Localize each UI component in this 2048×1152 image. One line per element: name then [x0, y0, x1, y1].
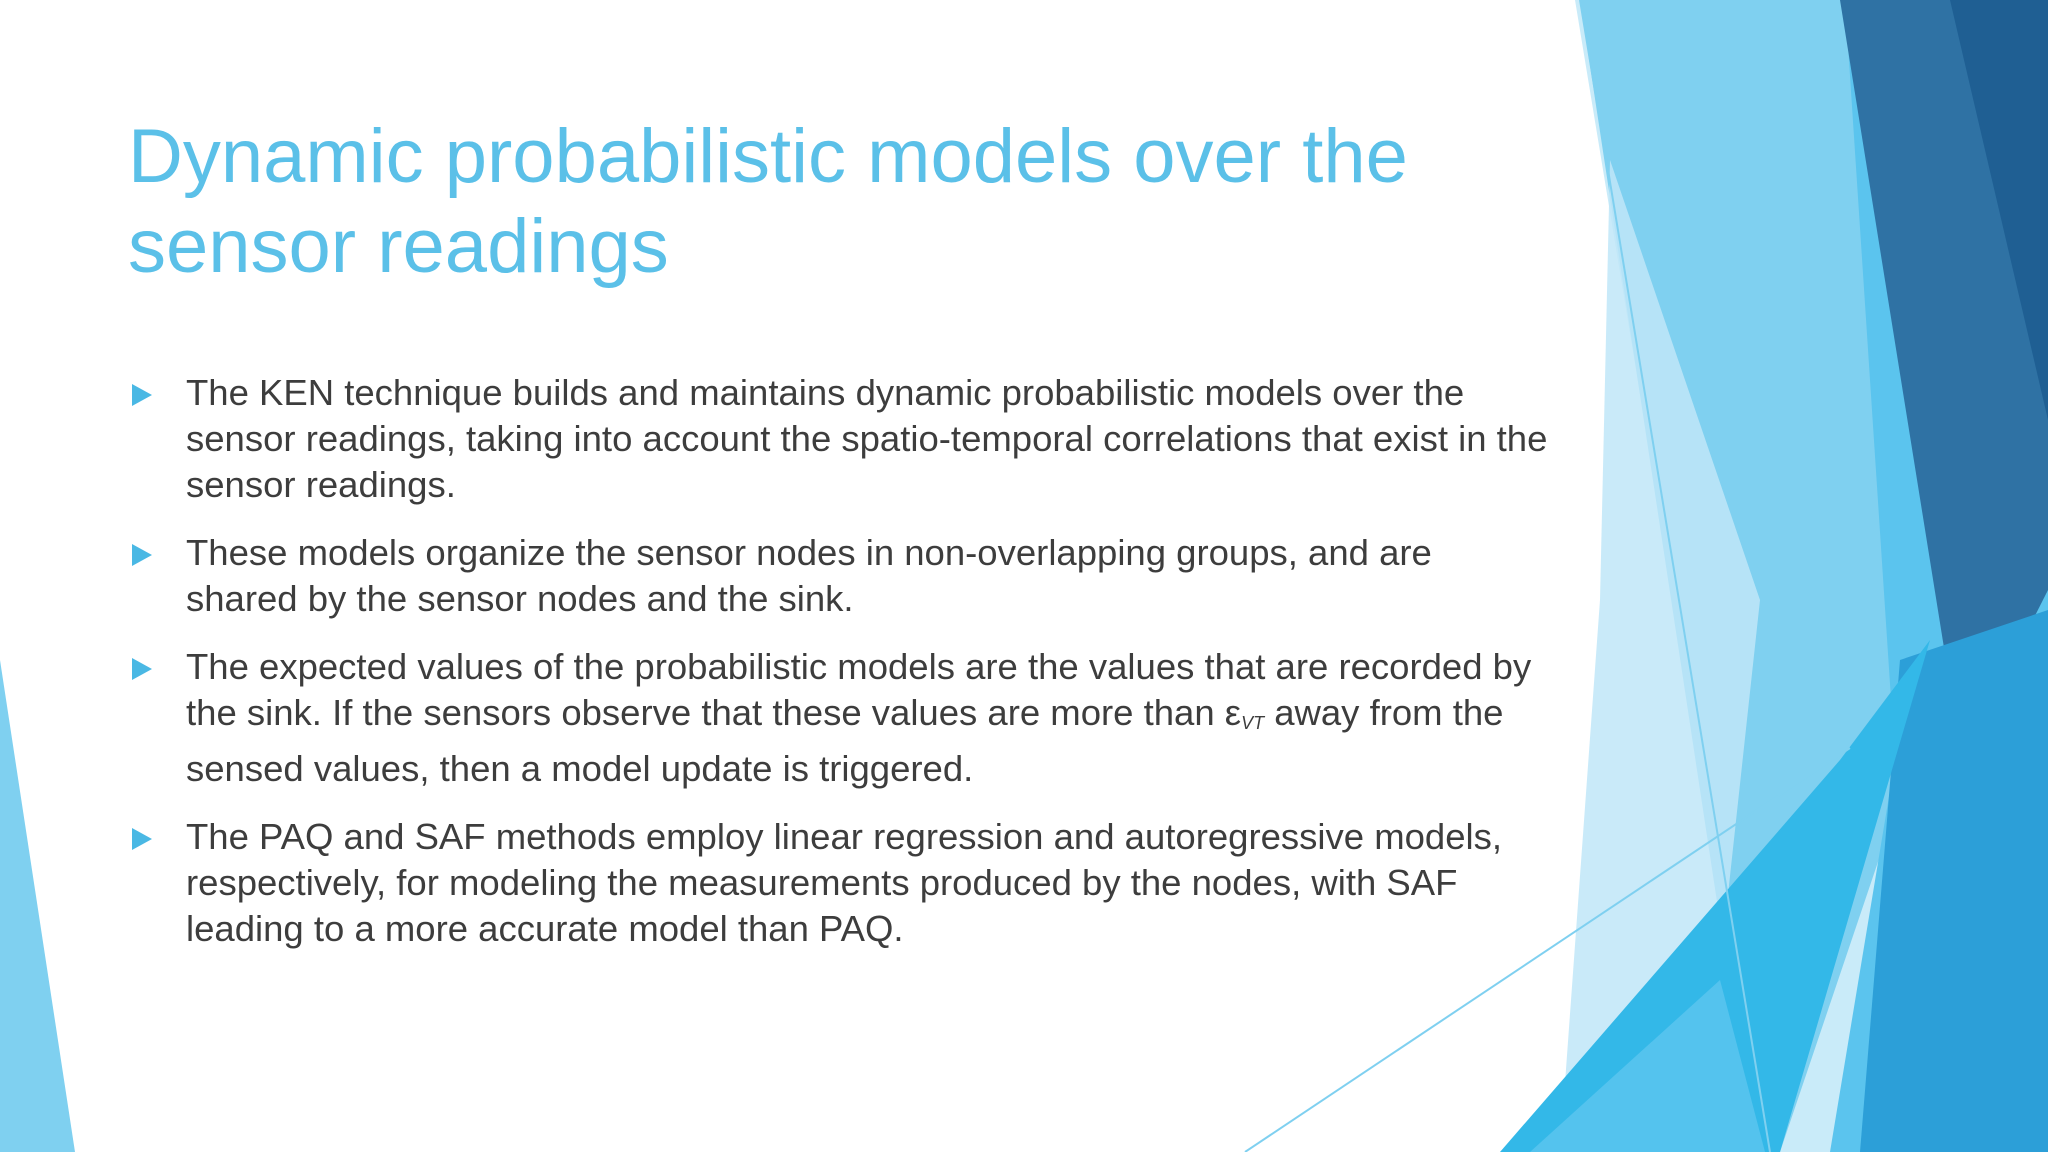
- epsilon-subscript: VT: [1241, 713, 1265, 733]
- slide-title: Dynamic probabilistic models over the sensor readings: [128, 114, 1408, 289]
- bullet-text-3-after: away from the sensed values, then a model update is triggered.: [186, 692, 1504, 789]
- bullet-item-1: [128, 370, 1548, 508]
- triangle-right-icon: [132, 828, 152, 850]
- bullet-item-3: [128, 644, 1548, 792]
- bullet-text-1: The KEN technique builds and maintains dynamic probabilistic models over the sensor readings, taking into account the spatio-temporal correlations that exist in the sensor readings.: [186, 372, 1548, 505]
- bullet-text-2: These models organize the sensor nodes in non-overlapping groups, and are shared by the sensor nodes and the sink.: [186, 532, 1432, 619]
- bullet-item-2: [128, 530, 1548, 622]
- bullet-text-3-before: The expected values of the probabilistic models are the values that are recorded by the sink. If the sensors observe that these values are more than ε: [186, 646, 1532, 733]
- triangle-right-icon: [132, 384, 152, 406]
- left-edge-shape: [0, 660, 75, 1152]
- bullet-text-4: The PAQ and SAF methods employ linear regression and autoregressive models, respectively, for modeling the measurements produced by the nodes, with SAF leading to a more accurate model than PAQ.: [186, 816, 1503, 949]
- triangle-right-icon: [132, 658, 152, 680]
- bullet-item-4: [128, 814, 1548, 952]
- triangle-right-icon: [132, 544, 152, 566]
- bullet-list: [128, 370, 1548, 974]
